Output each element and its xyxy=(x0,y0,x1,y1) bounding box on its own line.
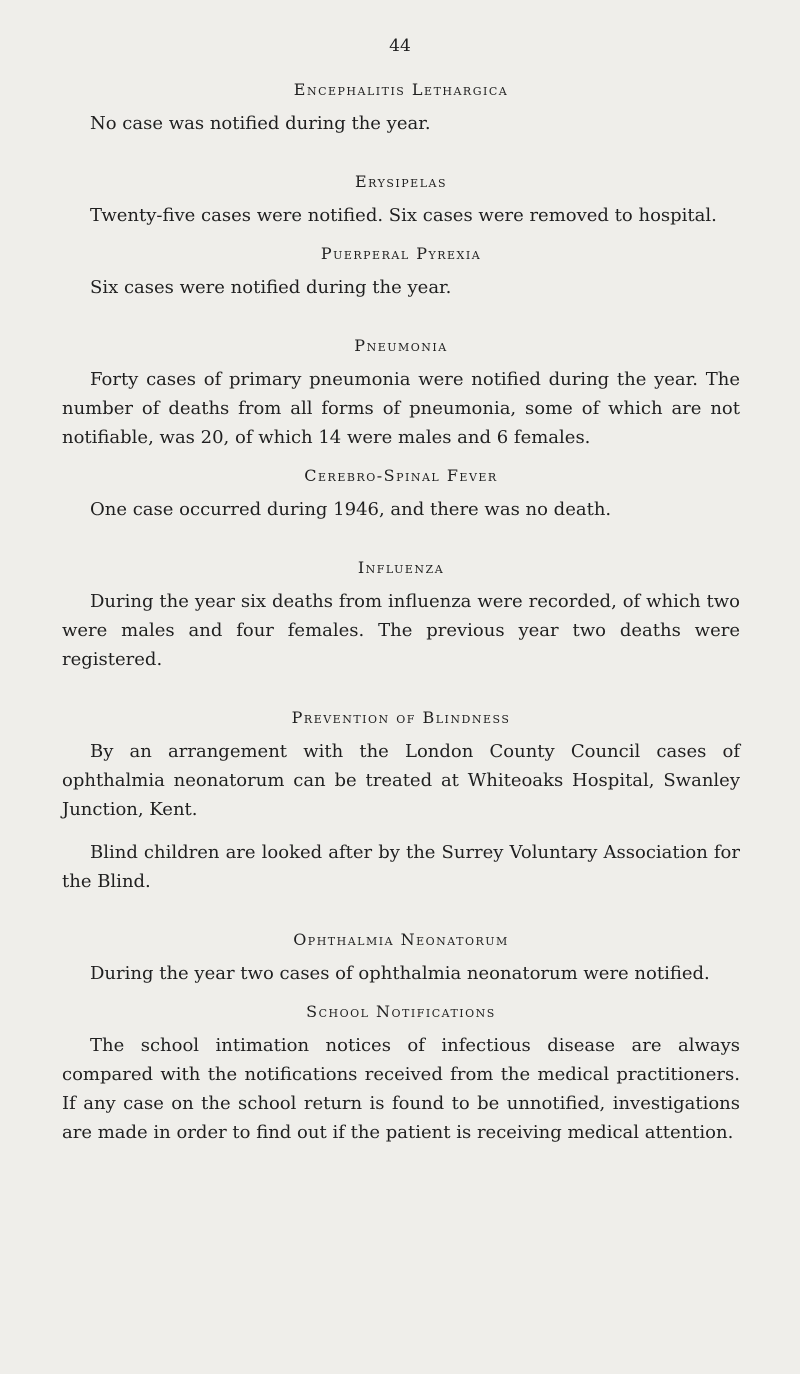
section-paragraph: During the year two cases of ophthalmia neonatorum were notified. xyxy=(90,963,710,984)
section-heading: Encephalitis Lethargica xyxy=(293,80,509,99)
section-cerebro-spinal-fever xyxy=(62,466,740,524)
section-school-notifications xyxy=(62,1002,740,1147)
section-heading: Cerebro-Spinal Fever xyxy=(304,466,498,485)
section-erysipelas xyxy=(62,172,740,230)
section-influenza xyxy=(62,558,740,674)
section-heading: Ophthalmia Neonatorum xyxy=(293,930,509,949)
section-paragraph: During the year six deaths from influenza were recorded, of which two were males and four females. The previous year two deaths were registered. xyxy=(62,591,740,670)
section-puerperal-pyrexia xyxy=(62,244,740,302)
section-paragraph: Forty cases of primary pneumonia were notified during the year. The number of deaths from all forms of pneumonia, some of which are not notifiable, was 20, of which 14 were males and 6 females. xyxy=(62,369,740,448)
section-paragraph: No case was notified during the year. xyxy=(90,113,431,134)
section-paragraph: The school intimation notices of infectious disease are always compared with the notifications received from the medical practitioners. If any case on the school return is found to be unnotified, investigations are made in order to find out if the patient is receiving medical attention. xyxy=(62,1035,740,1143)
section-encephalitis-lethargica xyxy=(62,80,740,138)
section-heading: Erysipelas xyxy=(355,172,447,191)
section-paragraph: Six cases were notified during the year. xyxy=(90,277,452,298)
section-paragraph: Blind children are looked after by the Surrey Voluntary Association for the Blind. xyxy=(62,842,740,892)
section-heading: Influenza xyxy=(357,558,445,577)
section-heading: Puerperal Pyrexia xyxy=(320,244,482,263)
section-ophthalmia-neonatorum xyxy=(62,930,740,988)
section-heading: School Notifications xyxy=(306,1002,496,1021)
page-number: 44 xyxy=(389,36,411,56)
section-pneumonia xyxy=(62,336,740,452)
section-prevention-of-blindness xyxy=(62,708,740,896)
section-paragraph: By an arrangement with the London County Council cases of ophthalmia neonatorum can be treated at Whiteoaks Hospital, Swanley Junction, Kent. xyxy=(62,741,740,820)
section-heading: Prevention of Blindness xyxy=(291,708,511,727)
section-paragraph: One case occurred during 1946, and there was no death. xyxy=(90,499,612,520)
section-paragraph: Twenty-five cases were notified. Six cases were removed to hospital. xyxy=(90,205,717,226)
page-content xyxy=(62,80,740,1147)
section-heading: Pneumonia xyxy=(354,336,448,355)
